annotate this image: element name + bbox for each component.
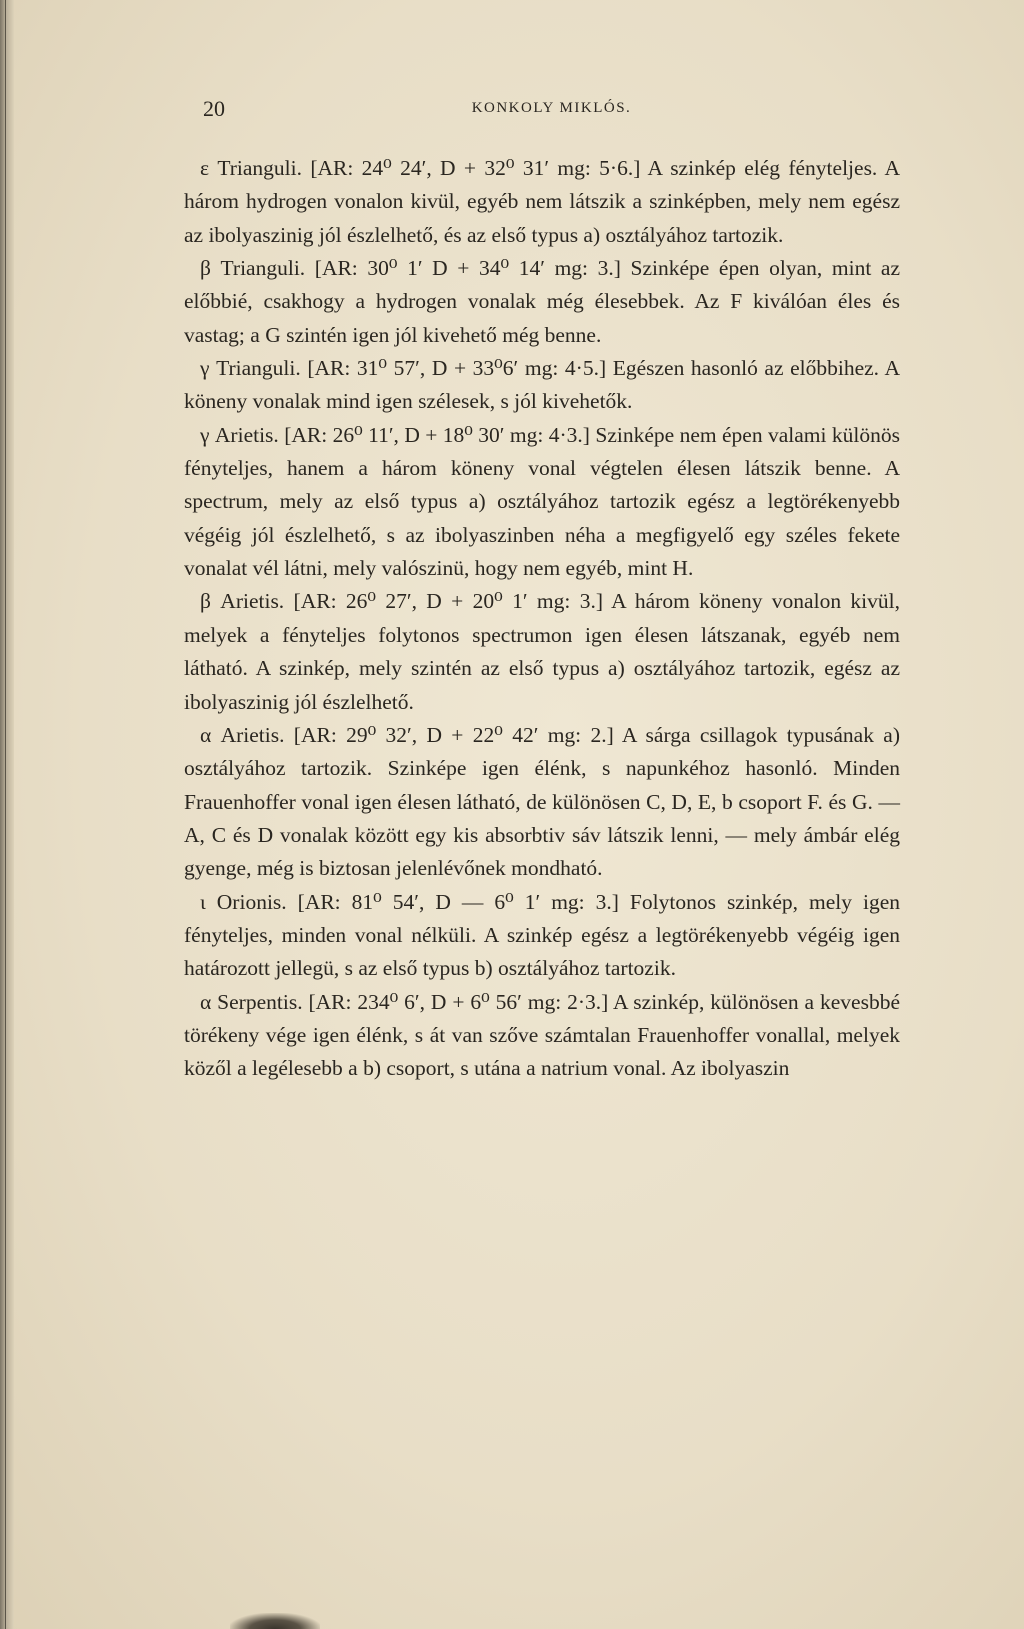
paragraph-gamma-arietis: γ Arietis. [AR: 26⁰ 11′, D + 18⁰ 30′ mg: 4·3.] Szinképe nem épen valami különös fényteljes, hanem a három köneny vonal végtelen élesen látszik benne. A spectrum, mely az első typus a) osztályához tartozik egész a legtörékenyebb végéig jól észlelhető, s az ibolyaszinben néha a megfigyelő egy széles fekete vonalat vél látni, mely valószinü, hogy nem egyéb, mint H. <box>184 422 900 581</box>
paragraph-beta-trianguli: β Trianguli. [AR: 30⁰ 1′ D + 34⁰ 14′ mg: 3.] Szinképe épen olyan, mint az előbbié, csakhogy a hydrogen vonalak még élesebbek. Az F kiválóan éles és vastag; a G szintén igen jól kivehető még benne. <box>184 256 900 347</box>
page-header <box>203 96 900 126</box>
page-binding-edge <box>0 0 14 1629</box>
body-text <box>184 152 900 1086</box>
page-number: 20 <box>203 96 225 121</box>
paragraph-epsilon-trianguli: ε Trianguli. [AR: 24⁰ 24′, D + 32⁰ 31′ mg: 5·6.] A szinkép elég fényteljes. A három hydrogen vonalon kivül, egyéb nem látszik a szinképben, mely nem egész az ibolyaszinig jól észlelhető, és az első typus a) osztályához tartozik. <box>184 156 900 247</box>
paragraph-alpha-serpentis: α Serpentis. [AR: 234⁰ 6′, D + 6⁰ 56′ mg: 2·3.] A szinkép, különösen a kevesbbé törékeny vége igen élénk, s át van szőve számtalan Frauenhoffer vonallal, melyek közől a legélesebb a b) csoport, s utána a natrium vonal. Az ibolyaszin <box>184 989 900 1081</box>
paragraph-gamma-trianguli: γ Trianguli. [AR: 31⁰ 57′, D + 33⁰6′ mg: 4·5.] Egészen hasonló az előbbihez. A köneny vonalak mind igen szélesek, s jól kivehetők. <box>184 356 900 414</box>
paragraph-iota-orionis: ι Orionis. [AR: 81⁰ 54′, D — 6⁰ 1′ mg: 3.] Folytonos szinkép, mely igen fényteljes, minden vonal nélküli. A szinkép egész a legtörékenyebb végéig igen határozott jellegü, s az első typus b) osztályához tartozik. <box>184 889 900 981</box>
paragraph-beta-arietis: β Arietis. [AR: 26⁰ 27′, D + 20⁰ 1′ mg: 3.] A három köneny vonalon kivül, melyek a fényteljes folytonos spectrumon igen élesen látszanak, egyéb nem látható. A szinkép, mely szintén az első typus a) osztályához tartozik, egész az ibolyaszinig jól észlelhető. <box>184 589 900 714</box>
running-head: KONKOLY MIKLÓS. <box>471 100 632 116</box>
page-bottom-shadow <box>230 1613 320 1629</box>
paragraph-alpha-arietis: α Arietis. [AR: 29⁰ 32′, D + 22⁰ 42′ mg: 2.] A sárga csillagok typusának a) osztályához tartozik. Szinképe igen élénk, s napunkéhoz hasonló. Minden Frauenhoffer vonal igen élesen látható, de különösen C, D, E, b csoport F. és G. — A, C és D vonalak között egy kis absorbtiv sáv látszik lenni, — mely ámbár elég gyenge, még is biztosan jelenlévőnek mondható. <box>184 722 900 881</box>
